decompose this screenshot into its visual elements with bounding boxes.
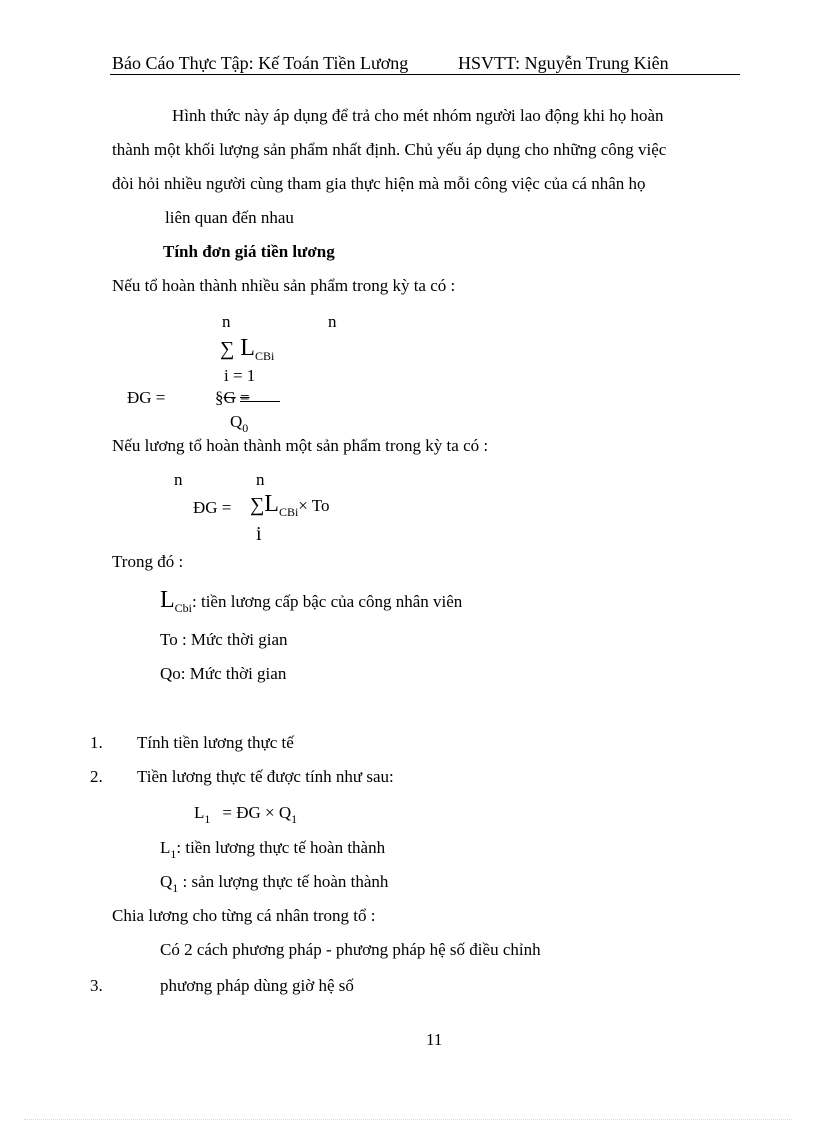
f1-L: L [240,335,255,361]
f2-n-right: n [256,470,265,489]
f1-n-top-right: n [328,312,337,331]
f1-L-sub: CBi [254,349,275,363]
f1-sum [220,335,275,366]
f2-L-sub: CBi [278,505,299,519]
list-item-3-text: phương pháp dùng giờ hệ số [160,976,354,995]
f1-sect: § [215,388,224,407]
para1-line4: liên quan đến nhau [165,208,294,227]
f1-Q: Q [230,412,243,431]
divide-text: Chia lương cho từng cá nhân trong tổ : [112,906,376,925]
def-lcbi-sub: Cbi [174,601,193,615]
f3-L: L [194,803,205,822]
def-q1-text: : sản lượng thực tế hoàn thành [178,872,389,891]
list-item-1-text: Tính tiền lương thực tế [137,733,294,752]
para1-line1: Hình thức này áp dụng để trả cho mét nhóm người lao động khi họ hoàn [172,106,664,125]
f2-L: L [264,491,279,517]
f2-n-left: n [174,470,183,489]
def-l1-L: L [160,838,171,857]
f1-lhs: ĐG = [127,388,166,407]
list-item-2-text: Tiền lương thực tế được tính như sau: [137,767,394,786]
f1-fraction-bar [240,401,280,402]
section-heading: Tính đơn giá tiền lương [163,242,335,261]
page-header [110,52,740,75]
where-label: Trong đó : [112,552,184,571]
def-to: To : Mức thời gian [160,630,288,649]
f1-eq-struck: = [240,388,250,407]
def-l1-text: : tiền lương thực tế hoàn thành [176,838,386,857]
f3-Q-sub: 1 [291,812,298,826]
f1-Q-sub: 0 [242,421,249,435]
f1-index: i = 1 [224,366,256,385]
def-l1 [160,838,385,864]
page-number: 11 [426,1030,443,1049]
page-bottom-border [24,1119,792,1120]
def-lcbi [160,587,463,618]
sigma-symbol: ∑ [220,338,235,360]
f1-G-struck: G [223,388,236,407]
def-l1-sub: 1 [170,847,177,861]
header-author: HSVTT: Nguyễn Trung Kiên [458,53,669,73]
header-title: Báo Cáo Thực Tập: Kế Toán Tiền Lương [112,53,409,73]
f2-sigma-symbol: ∑ [250,494,265,516]
def-q1-Q: Q [160,872,173,891]
list-item-3-number: 3. [90,976,103,995]
list-item-1-number: 1. [90,733,103,752]
list-item-2-number: 2. [90,767,103,786]
f2-lhs: ĐG = [193,498,232,517]
methods-text: Có 2 cách phương pháp - phương pháp hệ số điều chỉnh [160,940,541,959]
f1-fraction-top [215,388,250,408]
f2-sum [250,491,330,522]
def-lcbi-text: : tiền lương cấp bậc của công nhân viên [192,592,463,611]
case1-text: Nếu tổ hoàn thành nhiều sản phẩm trong kỳ ta có : [112,276,456,295]
f3-L-sub: 1 [204,812,211,826]
f3-mid: = ĐG × Q [222,803,292,822]
f2-index: i [256,523,262,545]
para1-line3: đòi hỏi nhiều người cùng tham gia thực hiện mà mỗi công việc của cá nhân họ [112,174,646,193]
f1-denominator [230,412,248,438]
formula-3 [194,803,297,829]
def-qo: Qo: Mức thời gian [160,664,287,683]
f1-n-top-left: n [222,312,231,331]
para1-line2: thành một khối lượng sản phẩm nhất định. Chủ yếu áp dụng cho những công việc [112,140,667,159]
def-lcbi-L: L [160,587,175,613]
def-q1 [160,872,388,898]
f2-rest: × To [298,496,330,515]
def-q1-sub: 1 [172,881,179,895]
case2-text: Nếu lương tổ hoàn thành một sản phẩm trong kỳ ta có : [112,436,489,455]
